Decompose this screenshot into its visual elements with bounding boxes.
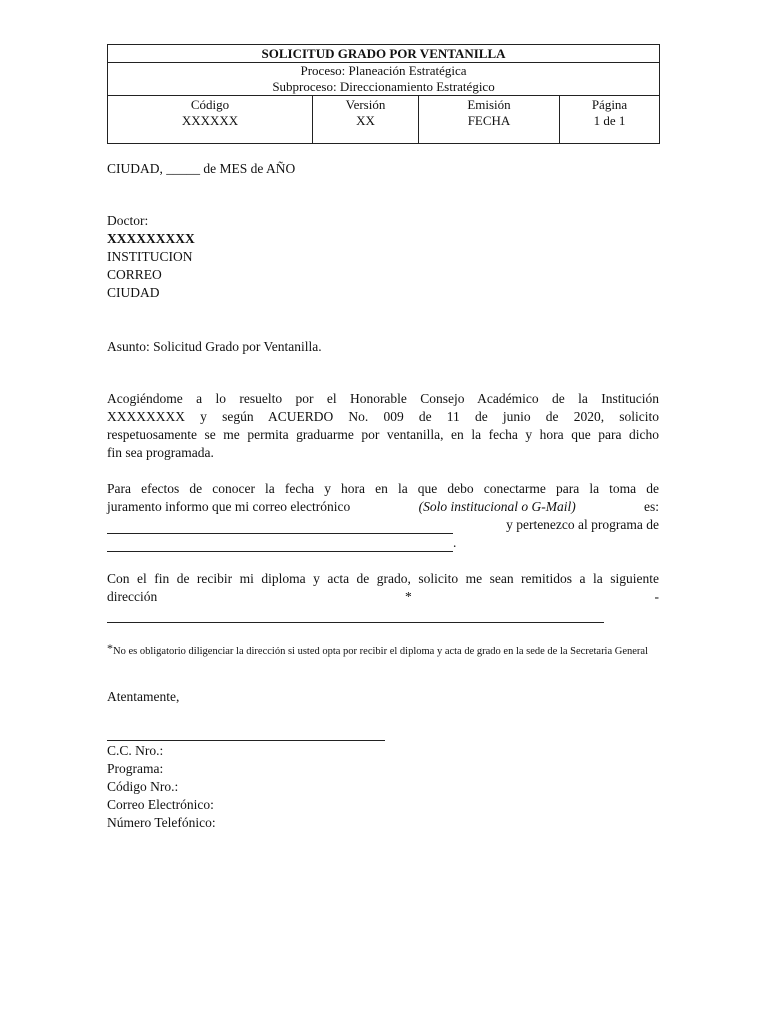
code-cell (108, 96, 313, 144)
paragraph-1 (107, 390, 659, 462)
recipient-name: XXXXXXXXX (107, 231, 195, 246)
recipient-block (107, 212, 659, 302)
footnote (107, 640, 659, 660)
date-rest: de MES de AÑO (203, 161, 296, 176)
signature-cc: C.C. Nro.: (107, 743, 164, 758)
paragraph-2-email-note: (Solo institucional o G-Mail) (418, 499, 576, 514)
recipient-salutation: Doctor: (107, 213, 149, 228)
recipient-institution: INSTITUCION (107, 249, 193, 264)
code-value: XXXXXX (181, 113, 239, 128)
closing: Atentamente, (107, 689, 180, 704)
version-label: Versión (345, 97, 386, 112)
paragraph-1-line-3: respetuosamente se me permita graduarme por ventanilla, en la fecha y hora que para dicho (107, 427, 659, 442)
page-cell (560, 96, 660, 144)
paragraph-3 (107, 570, 659, 628)
signature-phone: Número Telefónico: (107, 815, 216, 830)
signature-email: Correo Electrónico: (107, 797, 214, 812)
date-line (107, 160, 659, 178)
process-cell (108, 63, 660, 96)
paragraph-3-line-2 (107, 588, 659, 606)
document-header-table (107, 44, 660, 144)
signature-program: Programa: (107, 761, 164, 776)
paragraph-2-email-text: juramento informo que mi correo electrónico (107, 499, 351, 514)
paragraph-1-line-2: XXXXXXXX y según ACUERDO No. 009 de 11 de junio de 2020, solicito (107, 409, 659, 424)
paragraph-1-line-4: fin sea programada. (107, 445, 214, 460)
page-value: 1 de 1 (593, 113, 626, 128)
date-day-blank: _____ (166, 161, 200, 176)
recipient-email: CORREO (107, 267, 162, 282)
paragraph-2 (107, 480, 659, 552)
paragraph-1-line-1: Acogiéndome a lo resuelto por el Honorable Consejo Académico de la Institución (107, 391, 659, 406)
footnote-asterisk: * (107, 641, 113, 655)
paragraph-2-email-es: es: (644, 499, 659, 514)
code-label: Código (190, 97, 230, 112)
program-blank-field[interactable] (107, 538, 453, 552)
address-asterisk: * (405, 589, 412, 604)
footnote-text: No es obligatorio diligenciar la dirección si usted opta por recibir el diploma y acta de grado en la sede de la Secretaria General (113, 646, 648, 657)
address-blank-field[interactable] (107, 622, 604, 623)
signature-block (107, 742, 659, 832)
paragraph-2-line-2 (107, 498, 659, 516)
subprocess-label: Subproceso: Direccionamiento Estratégico (272, 79, 495, 94)
email-blank-field[interactable] (107, 520, 453, 534)
version-cell (313, 96, 419, 144)
version-value: XX (356, 113, 375, 128)
document-page (107, 44, 659, 830)
paragraph-2-line-3 (107, 516, 659, 534)
emission-value: FECHA (467, 113, 511, 128)
signature-code: Código Nro.: (107, 779, 179, 794)
emission-cell (419, 96, 560, 144)
paragraph-2-line-4 (107, 534, 659, 552)
address-dash: - (654, 589, 659, 604)
recipient-city: CIUDAD (107, 285, 160, 300)
subject-line: Asunto: Solicitud Grado por Ventanilla. (107, 339, 322, 354)
signature-line[interactable] (107, 740, 385, 741)
paragraph-2-period: . (453, 535, 457, 550)
paragraph-3-line-1: Con el fin de recibir mi diploma y acta de grado, solicito me sean remitidos a la siguiente (107, 571, 659, 586)
emission-label: Emisión (467, 97, 511, 112)
paragraph-2-program-text: y pertenezco al programa de (506, 517, 659, 532)
document-title: SOLICITUD GRADO POR VENTANILLA (108, 45, 660, 63)
page-label: Página (591, 97, 628, 112)
process-label: Proceso: Planeación Estratégica (300, 63, 467, 78)
address-label: dirección (107, 589, 158, 604)
paragraph-2-line-1: Para efectos de conocer la fecha y hora en la que debo conectarme para la toma de (107, 481, 659, 496)
date-city: CIUDAD, (107, 161, 163, 176)
